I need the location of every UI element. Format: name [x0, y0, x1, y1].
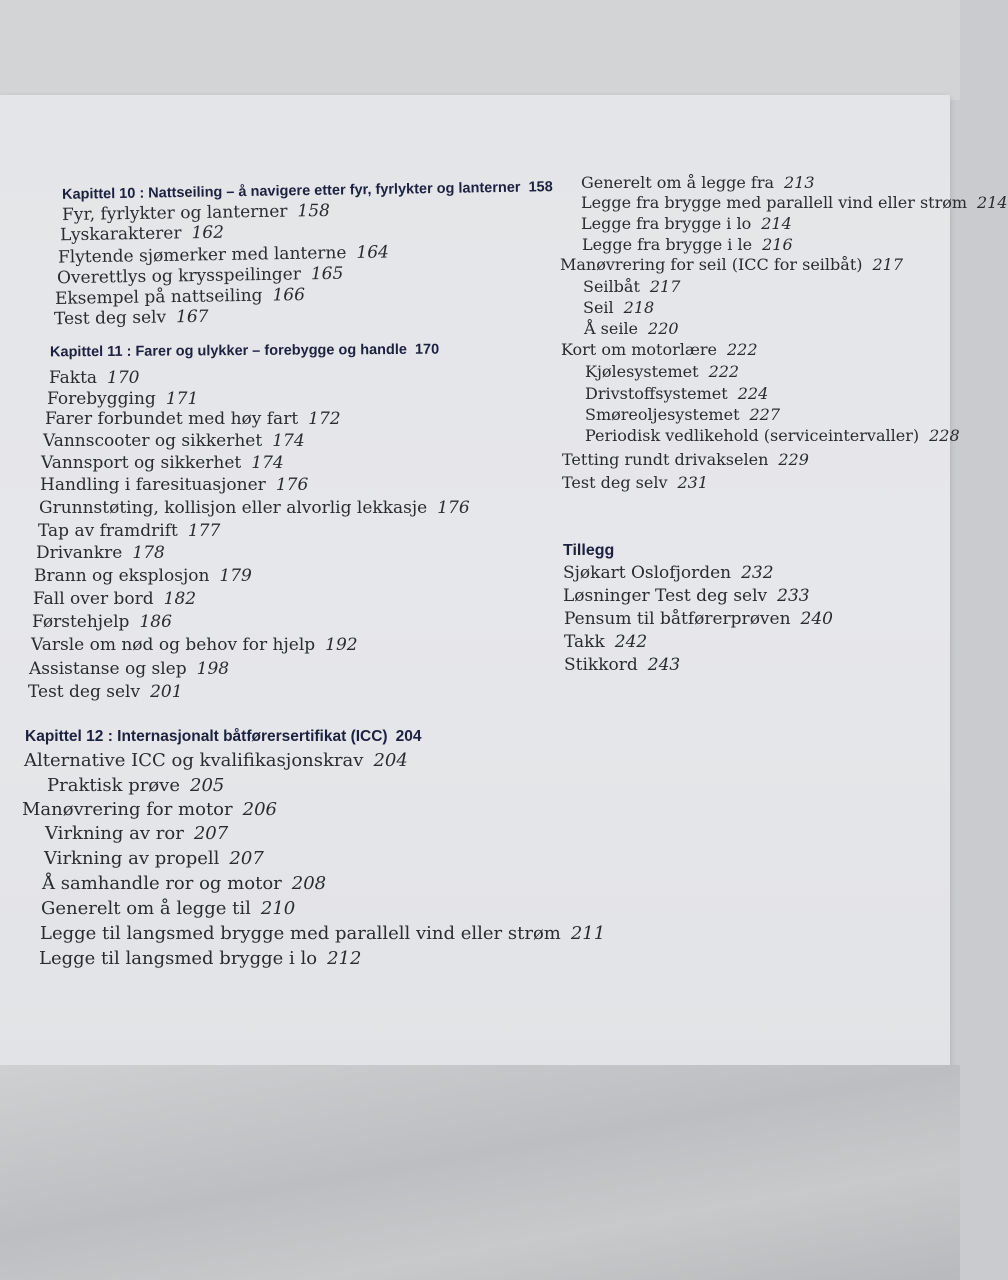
chapter-heading-text: Kapittel 10 : Nattseiling – å navigere etter fyr, fyrlykter og lanterner	[61, 179, 521, 203]
toc-entry: Test deg selv 231	[562, 473, 709, 492]
toc-entry: Legge til langsmed brygge i lo 212	[39, 948, 362, 969]
toc-entry: Tap av framdrift 177	[38, 521, 221, 541]
toc-entry: Forebygging 171	[47, 389, 199, 409]
toc-entry: Tetting rundt drivakselen 229	[562, 450, 809, 469]
toc-entry: Generelt om å legge fra 213	[581, 173, 815, 192]
toc-entry: Fakta 170	[49, 368, 140, 388]
toc-entry: Lyskarakterer 162	[59, 222, 225, 246]
toc-entry: Fyr, fyrlykter og lanterner 158	[61, 200, 331, 226]
toc-entry: Flytende sjømerker med lanterne 164	[57, 242, 390, 268]
toc-entry: Assistanse og slep 198	[29, 659, 230, 679]
chapter-heading-page: 158	[528, 179, 553, 196]
toc-entry: Drivstoffsystemet 224	[585, 384, 769, 403]
background-top	[0, 0, 960, 100]
chapter-11-heading	[50, 342, 439, 361]
toc-entry: Pensum til båtførerprøven 240	[564, 609, 833, 629]
toc-entry: Legge fra brygge i le 216	[582, 235, 793, 254]
toc-entry: Periodisk vedlikehold (serviceintervaller) 228	[585, 426, 960, 445]
toc-entry: Alternative ICC og kvalifikasjonskrav 204	[24, 750, 408, 771]
toc-entry: Manøvrering for seil (ICC for seilbåt) 217	[560, 255, 904, 274]
toc-entry: Handling i faresituasjoner 176	[40, 475, 309, 495]
chapter-heading-text: Kapittel 12 : Internasjonalt båtførersertifikat (ICC)	[25, 728, 388, 745]
chapter-12-heading	[25, 728, 421, 746]
toc-entry: Manøvrering for motor 206	[22, 799, 277, 820]
toc-entry: Legge til langsmed brygge med parallell vind eller strøm 211	[40, 923, 606, 944]
table-surface	[0, 1065, 960, 1280]
toc-entry: Virkning av ror 207	[45, 823, 229, 844]
toc-entry: Varsle om nød og behov for hjelp 192	[31, 635, 358, 655]
toc-entry: Drivankre 178	[36, 543, 165, 563]
toc-entry: Smøreoljesystemet 227	[585, 405, 781, 424]
toc-entry: Legge fra brygge med parallell vind eller strøm 214	[581, 193, 1008, 212]
toc-entry: Brann og eksplosjon 179	[34, 566, 252, 586]
toc-entry: Å samhandle ror og motor 208	[42, 873, 327, 894]
toc-entry: Stikkord 243	[564, 655, 681, 675]
toc-entry: Kjølesystemet 222	[585, 362, 740, 381]
toc-entry: Test deg selv 167	[53, 306, 209, 330]
toc-entry: Farer forbundet med høy fart 172	[45, 409, 341, 429]
toc-entry: Test deg selv 201	[28, 682, 183, 702]
toc-entry: Takk 242	[564, 632, 648, 652]
toc-entry: Løsninger Test deg selv 233	[563, 586, 810, 606]
toc-entry: Sjøkart Oslofjorden 232	[563, 563, 774, 583]
toc-entry: Å seile 220	[584, 319, 679, 338]
toc-entry: Legge fra brygge i lo 214	[581, 214, 792, 233]
toc-entry: Fall over bord 182	[33, 589, 197, 609]
toc-entry: Førstehjelp 186	[32, 612, 172, 632]
appendix-heading: Tillegg	[563, 542, 615, 559]
toc-entry: Seil 218	[583, 298, 655, 317]
toc-entry: Virkning av propell 207	[44, 848, 264, 869]
toc-entry: Grunnstøting, kollisjon eller alvorlig lekkasje 176	[39, 498, 470, 518]
toc-entry: Vannscooter og sikkerhet 174	[43, 431, 305, 451]
toc-entry: Overettlys og krysspeilinger 165	[56, 263, 344, 289]
toc-entry: Kort om motorlære 222	[561, 340, 758, 359]
chapter-heading-page: 204	[395, 728, 422, 745]
book-page	[0, 95, 1008, 1080]
chapter-heading-page: 170	[414, 341, 440, 358]
chapter-heading-text: Kapittel 11 : Farer og ulykker – forebygge og handle	[49, 341, 408, 361]
toc-entry: Seilbåt 217	[583, 277, 681, 296]
toc-entry: Eksempel på nattseiling 166	[54, 285, 306, 309]
toc-entry: Vannsport og sikkerhet 174	[41, 453, 284, 473]
toc-entry: Praktisk prøve 205	[47, 775, 225, 796]
chapter-10-heading	[62, 179, 553, 203]
toc-entry: Generelt om å legge til 210	[41, 898, 296, 919]
